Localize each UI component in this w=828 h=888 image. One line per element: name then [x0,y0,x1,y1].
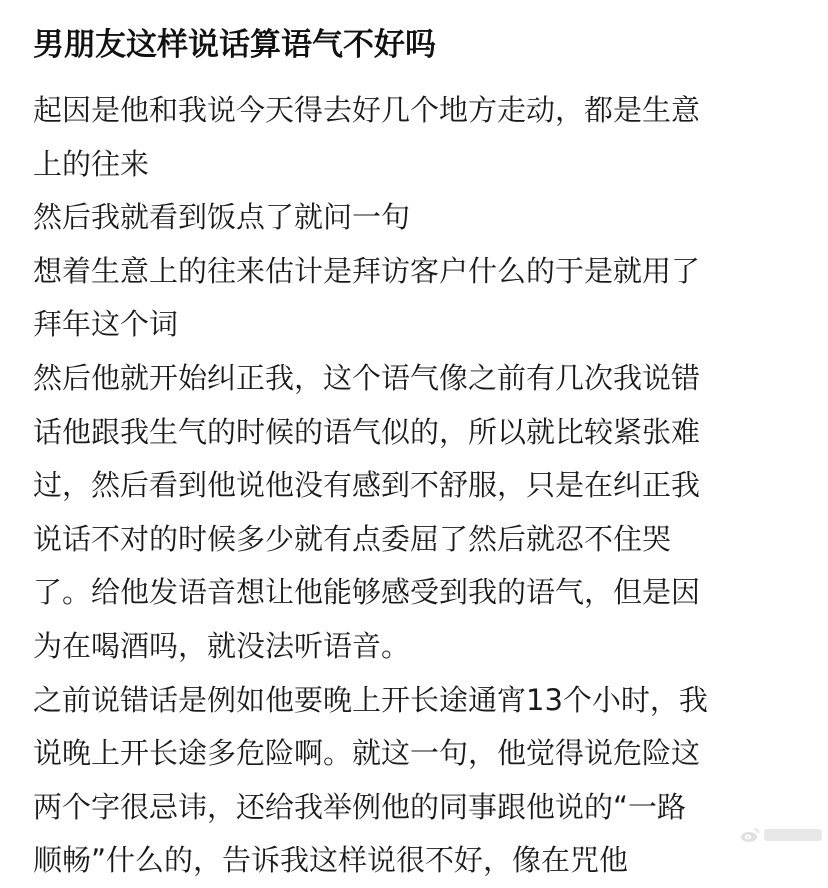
body-line: 过，然后看到他说他没有感到不舒服，只是在纠正我 [33,468,701,503]
body-line: 说话不对的时候多少就有点委屈了然后就忍不住哭 [33,521,672,556]
body-line: 了。给他发语音想让他能够感受到我的语气，但是因 [33,575,701,610]
body-line: 上的往来 [33,146,150,181]
weibo-logo-icon [740,827,760,843]
body-line: 起因是他和我说今天得去好几个地方走动，都是生意 [33,93,701,127]
post-body [33,84,823,888]
body-line: 说晚上开长途多危险啊。就这一句，他觉得说危险这 [33,736,701,771]
body-line: 然后我就看到饭点了就问一句 [33,200,411,235]
body-line: 顺畅”什么的，告诉我这样说很不好，像在咒他 [33,843,629,878]
watermark [740,824,822,846]
body-line: 为在喝酒吗，就没法听语音。 [33,628,411,663]
body-line: 拜年这个词 [33,307,179,342]
body-line: 之前说错话是例如他要晚上开长途通宵13个小时，我 [33,682,708,717]
body-line: 两个字很忌讳，还给我举例他的同事跟他说的“一路 [33,789,687,824]
watermark-handle [764,829,822,841]
body-line: 话他跟我生气的时候的语气似的，所以就比较紧张难 [33,414,701,449]
body-line: 想着生意上的往来估计是拜访客户什么的于是就用了 [33,253,701,288]
post-title: 男朋友这样说话算语气不好吗 [33,27,436,63]
body-line: 然后他就开始纠正我，这个语气像之前有几次我说错 [33,360,701,395]
